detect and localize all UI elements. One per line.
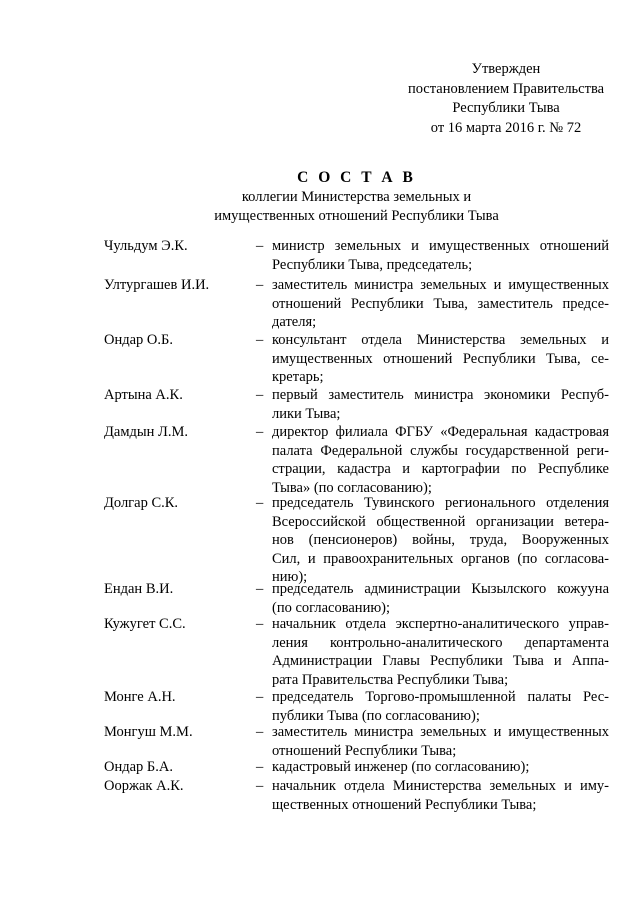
member-role <box>272 615 609 689</box>
member-role-line: публики Тыва (по согласованию); <box>272 707 480 724</box>
member-dash: – <box>256 689 264 705</box>
member-name: Монгуш М.М. <box>104 724 193 740</box>
member-name: Дамдын Л.М. <box>104 424 188 440</box>
member-role-line: нию); <box>272 569 308 585</box>
member-dash: – <box>256 238 264 254</box>
member-dash: – <box>256 778 264 794</box>
member-name: Чульдум Э.К. <box>104 238 188 254</box>
member-role-line: начальник отдела экспертно-аналитического управ- <box>272 616 609 632</box>
document-subtitle-line: имущественных отношений Республики Тыва <box>214 207 499 224</box>
member-name: Долгар С.К. <box>104 495 179 511</box>
member-dash: – <box>256 581 264 597</box>
member-name: Артына А.К. <box>104 387 183 403</box>
member-role-line: Тыва» (по согласованию); <box>272 479 432 496</box>
member-role-line: ления контрольно-аналитического департамента <box>272 634 609 651</box>
member-role-line: кретарь; <box>272 369 324 385</box>
member-role-line: министр земельных и имущественных отношений <box>272 238 609 254</box>
approval-line: Утвержден <box>471 61 541 77</box>
document-heading <box>104 168 609 225</box>
member-role-line: отношений Республики Тыва, заместитель предсе- <box>272 295 609 312</box>
member-role-line: председатель Тувинского регионального отделения <box>272 495 609 511</box>
member-role-line: имущественных отношений Республики Тыва, се- <box>272 350 609 367</box>
member-dash: – <box>256 332 264 348</box>
member-name: Ондар О.Б. <box>104 332 173 348</box>
member-name: Монге А.Н. <box>104 689 176 705</box>
document-subtitle-line: коллегии Министерства земельных и <box>241 189 472 205</box>
member-role-line: Администрации Главы Республики Тыва и Аппа- <box>272 653 609 669</box>
member-role-line: (по согласованию); <box>272 599 391 616</box>
member-role <box>272 386 609 423</box>
member-role-line: отношений Республики Тыва; <box>272 742 457 759</box>
approval-line: постановлением Правительства <box>407 80 605 97</box>
member-role-line: председатель администрации Кызылского кожууна <box>272 581 609 597</box>
member-name: Кужугет С.С. <box>104 616 186 632</box>
member-dash: – <box>256 387 264 403</box>
member-role <box>272 331 609 387</box>
member-role <box>272 423 609 497</box>
member-name: Ендан В.И. <box>104 581 174 597</box>
member-role-line: консультант отдела Министерства земельных и <box>272 332 609 348</box>
member-role-line: Республики Тыва, председатель; <box>272 256 473 273</box>
member-role-line: палата Федеральной службы государственной реги- <box>272 442 609 459</box>
member-role-line: рата Правительства Республики Тыва; <box>272 671 509 688</box>
member-name: Ооржак А.К. <box>104 778 184 794</box>
member-dash: – <box>256 424 264 440</box>
member-role-line: лики Тыва; <box>272 405 341 422</box>
member-role <box>272 276 609 332</box>
member-role <box>272 723 609 760</box>
approval-stamp <box>395 60 617 138</box>
member-role-line: дателя; <box>272 314 317 330</box>
member-role-line: заместитель министра земельных и имущественных <box>272 277 609 293</box>
member-role-line: Всероссийской общественной организации ветера- <box>272 513 609 530</box>
member-name: Ондар Б.А. <box>104 759 173 775</box>
member-role <box>272 494 609 587</box>
member-role <box>272 688 609 725</box>
member-role <box>272 777 609 814</box>
member-dash: – <box>256 495 264 511</box>
member-role <box>272 237 609 274</box>
member-role-line: кадастровый инженер (по согласованию); <box>272 759 530 775</box>
member-role-line: заместитель министра земельных и имущественных <box>272 724 609 740</box>
member-role-line: нов (пенсионеров) войны, труда, Вооруженных <box>272 532 609 548</box>
member-role-line: страции, кадастра и картографии по Республике <box>272 461 609 477</box>
document-title: С О С Т А В <box>297 169 416 186</box>
member-role <box>272 580 609 617</box>
member-role-line: начальник отдела Министерства земельных и иму- <box>272 778 609 794</box>
approval-line: Республики Тыва <box>452 100 560 116</box>
member-role-line: председатель Торгово-промышленной палаты Рес- <box>272 689 609 705</box>
member-role-line: щественных отношений Республики Тыва; <box>272 796 537 813</box>
member-role-line: директор филиала ФГБУ «Федеральная кадастровая <box>272 424 609 440</box>
member-name: Ултургашев И.И. <box>104 277 210 293</box>
member-dash: – <box>256 277 264 293</box>
member-dash: – <box>256 724 264 740</box>
member-role <box>272 758 609 777</box>
member-role-line: Сил, и правоохранительных органов (по согласова- <box>272 550 609 567</box>
approval-line: от 16 марта 2016 г. № 72 <box>430 119 582 136</box>
member-dash: – <box>256 616 264 632</box>
member-dash: – <box>256 759 264 775</box>
member-role-line: первый заместитель министра экономики Респуб- <box>272 387 609 403</box>
